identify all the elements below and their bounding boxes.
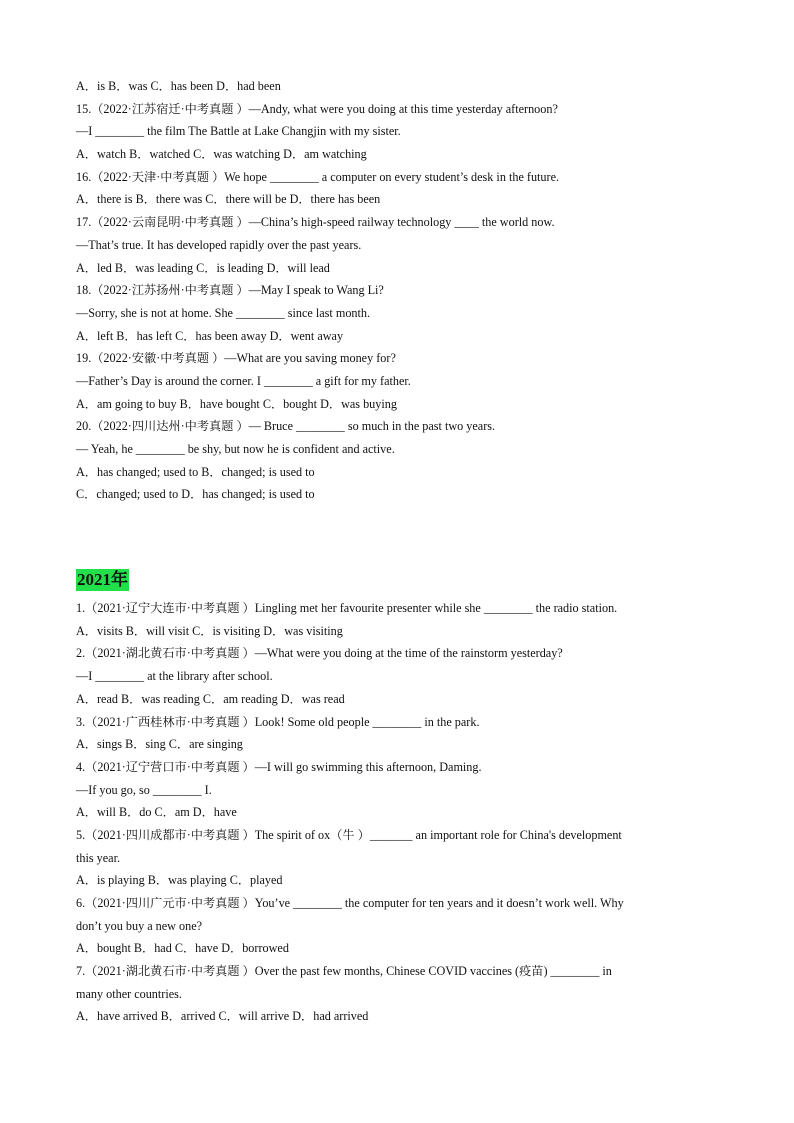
question-line: A．sings B．sing C．are singing — [76, 737, 243, 752]
question-line: 17.（2022·云南昆明·中考真题 ）—China’s high-speed railway technology ____ the world now. — [76, 215, 555, 230]
question-line: —I ________ the film The Battle at Lake Changjin with my sister. — [76, 124, 401, 139]
question-line: this year. — [76, 850, 121, 865]
question-line: 18.（2022·江苏扬州·中考真题 ）—May I speak to Wang Li? — [76, 283, 384, 298]
question-line: A．bought B．had C．have D．borrowed — [76, 941, 289, 956]
question-line: A．left B．has left C．has been away D．went away — [76, 328, 344, 343]
question-line: A．has changed; used to B．changed; is used to — [76, 464, 315, 479]
question-line: — Yeah, he ________ be shy, but now he is confident and active. — [76, 442, 395, 456]
section-2021 — [76, 597, 716, 1028]
question-line: 5.（2021·四川成都市·中考真题 ）The spirit of ox（牛 ）_______ an important role for China's development — [76, 827, 622, 842]
question-line: A．is playing B．was playing C．played — [76, 873, 283, 888]
question-line: 7.（2021·湖北黄石市·中考真题 ）Over the past few months, Chinese COVID vaccines (疫苗) ________ in — [76, 964, 612, 979]
question-line: A．there is B．there was C．there will be D．there has been — [76, 192, 381, 207]
question-line: 6.（2021·四川广元市·中考真题 ）You’ve ________ the computer for ten years and it doesn’t work well. Why — [76, 896, 624, 910]
question-line: —Sorry, she is not at home. She ________ since last month. — [76, 305, 371, 320]
question-line: A．visits B．will visit C．is visiting D．was visiting — [76, 623, 343, 638]
question-line: 2.（2021·湖北黄石市·中考真题 ）—What were you doing at the time of the rainstorm yesterday? — [76, 646, 563, 661]
question-line: A．is B．was C．has been D．had been — [76, 79, 281, 93]
question-line: A．led B．was leading C．is leading D．will lead — [76, 260, 330, 275]
question-line: don’t you buy a new one? — [76, 918, 203, 933]
question-line: A．will B．do C．am D．have — [76, 805, 237, 820]
question-line: 15.（2022·江苏宿迁·中考真题 ）—Andy, what were you doing at this time yesterday afternoon? — [76, 101, 558, 116]
question-line: many other countries. — [76, 986, 182, 1001]
question-line: 20.（2022·四川达州·中考真题 ）— Bruce ________ so much in the past two years. — [76, 419, 496, 434]
question-line: 4.（2021·辽宁营口市·中考真题 ）—I will go swimming this afternoon, Daming. — [76, 759, 482, 774]
question-line: 16.（2022·天津·中考真题 ）We hope ________ a computer on every student’s desk in the future. — [76, 169, 560, 184]
question-line: C．changed; used to D．has changed; is used to — [76, 487, 315, 502]
question-column — [76, 75, 716, 1028]
question-line: —I ________ at the library after school. — [76, 669, 273, 684]
question-line: A．watch B．watched C．was watching D．am watching — [76, 147, 367, 162]
question-line: A．am going to buy B．have bought C．bought D．was buying — [76, 396, 397, 411]
question-line: A．read B．was reading C．am reading D．was read — [76, 691, 345, 706]
question-line: 3.（2021·广西桂林市·中考真题 ）Look! Some old people ________ in the park. — [76, 714, 480, 729]
section-gap — [76, 506, 716, 569]
question-line: —Father’s Day is around the corner. I ________ a gift for my father. — [76, 373, 411, 388]
section-2022 — [76, 75, 716, 506]
year-heading-row — [76, 569, 716, 597]
year-heading: 2021年 — [77, 570, 128, 590]
question-line: —If you go, so ________ I. — [76, 782, 212, 797]
question-line: 19.（2022·安徽·中考真题 ）—What are you saving money for? — [76, 351, 396, 366]
question-line: A．have arrived B．arrived C．will arrive D．had arrived — [76, 1009, 369, 1024]
question-line: —That’s true. It has developed rapidly over the past years. — [76, 237, 362, 252]
question-line: 1.（2021·辽宁大连市·中考真题 ）Lingling met her favourite presenter while she ________ the radio station. — [76, 601, 618, 616]
